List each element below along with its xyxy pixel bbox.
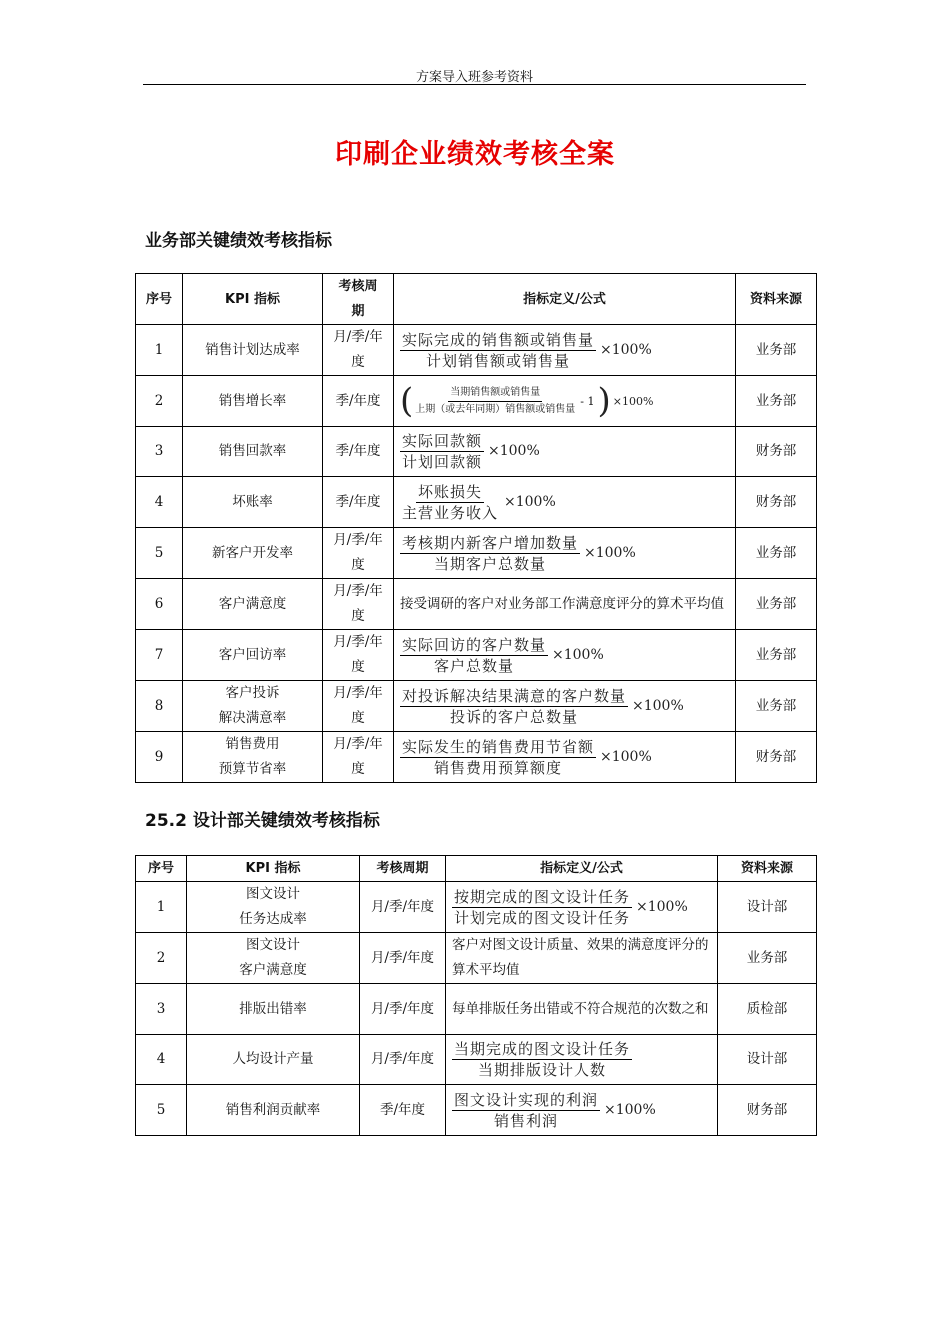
row-period-text: 月/季/年度 xyxy=(333,685,383,726)
denominator: 计划销售额或销售量 xyxy=(426,351,571,370)
denominator: 投诉的客户总数量 xyxy=(450,707,579,726)
formula xyxy=(400,737,729,778)
fraction xyxy=(452,1090,600,1131)
row-definition xyxy=(446,1035,718,1085)
formula xyxy=(400,431,729,472)
row-definition xyxy=(394,630,736,681)
table-row xyxy=(136,984,817,1035)
row-kpi: 销售利润贡献率 xyxy=(187,1085,360,1136)
row-period xyxy=(323,681,394,732)
row-period-text: 月/季/年度 xyxy=(333,583,383,624)
row-kpi: 客户满意度 xyxy=(183,579,323,630)
row-kpi: 人均设计产量 xyxy=(187,1035,360,1085)
row-definition: 每单排版任务出错或不符合规范的次数之和 xyxy=(446,984,718,1035)
table-row xyxy=(136,325,817,376)
formula xyxy=(452,1090,711,1131)
multiplier: ×100% xyxy=(632,697,684,714)
row-source: 业务部 xyxy=(736,528,817,579)
col-header-source: 资料来源 xyxy=(718,856,817,882)
page-header: 方案导入班参考资料 xyxy=(415,70,533,85)
row-kpi-line1: 图文设计 xyxy=(246,937,300,953)
col-header-definition: 指标定义/公式 xyxy=(394,274,736,325)
denominator: 当期客户总数量 xyxy=(434,554,547,573)
row-no: 4 xyxy=(136,477,183,528)
formula xyxy=(400,686,729,727)
fraction xyxy=(452,1039,632,1080)
row-period: 月/季/年度 xyxy=(360,984,446,1035)
fraction xyxy=(400,686,628,727)
numerator: 实际回款额 xyxy=(402,432,483,450)
row-no: 5 xyxy=(136,1085,187,1136)
row-no: 9 xyxy=(136,732,183,783)
col-header-period xyxy=(323,274,394,325)
fraction xyxy=(400,482,500,523)
fraction xyxy=(452,887,632,928)
row-source: 财务部 xyxy=(736,477,817,528)
row-source: 质检部 xyxy=(718,984,817,1035)
denominator: 计划回款额 xyxy=(402,453,483,471)
numerator: 实际发生的销售费用节省额 xyxy=(402,737,595,756)
table-row xyxy=(136,579,817,630)
table-row xyxy=(136,477,817,528)
col-header-no: 序号 xyxy=(136,274,183,325)
section-heading-sales: 业务部关键绩效考核指标 xyxy=(145,231,332,251)
row-definition xyxy=(394,681,736,732)
row-definition: 接受调研的客户对业务部工作满意度评分的算术平均值 xyxy=(394,579,736,630)
table-row xyxy=(136,427,817,477)
multiplier: ×100% xyxy=(600,341,652,358)
col-header-period-text: 考核周期 xyxy=(338,279,378,319)
row-definition xyxy=(394,427,736,477)
row-period-text: 月/季/年度 xyxy=(333,634,383,675)
row-source: 设计部 xyxy=(718,1035,817,1085)
denominator: 计划完成的图文设计任务 xyxy=(454,908,631,927)
table-row xyxy=(136,1085,817,1136)
numerator: 当期完成的图文设计任务 xyxy=(454,1040,631,1058)
row-no: 8 xyxy=(136,681,183,732)
row-period xyxy=(323,528,394,579)
table-row xyxy=(136,528,817,579)
formula xyxy=(452,1039,711,1080)
row-source: 设计部 xyxy=(718,882,817,933)
row-period: 月/季/年度 xyxy=(360,933,446,984)
table-header-row xyxy=(136,856,817,882)
row-kpi-line2: 任务达成率 xyxy=(239,911,307,927)
multiplier: ×100% xyxy=(488,443,540,459)
col-header-definition: 指标定义/公式 xyxy=(446,856,718,882)
row-kpi: 坏账率 xyxy=(183,477,323,528)
table-row xyxy=(136,882,817,933)
row-definition xyxy=(394,732,736,783)
fraction xyxy=(400,330,596,371)
row-period xyxy=(323,579,394,630)
numerator: 图文设计实现的利润 xyxy=(454,1090,599,1109)
numerator: 按期完成的图文设计任务 xyxy=(454,887,631,906)
row-definition xyxy=(394,477,736,528)
row-kpi-line1: 客户投诉 xyxy=(225,685,280,701)
left-paren: ( xyxy=(400,381,414,421)
design-kpi-table xyxy=(135,855,817,1136)
row-period xyxy=(323,630,394,681)
row-no: 3 xyxy=(136,427,183,477)
table-row xyxy=(136,376,817,427)
row-period: 季/年度 xyxy=(323,427,394,477)
formula xyxy=(452,887,711,928)
formula xyxy=(400,482,729,523)
fraction xyxy=(413,385,577,418)
table-row xyxy=(136,1035,817,1085)
multiplier: ×100% xyxy=(612,394,654,408)
row-period xyxy=(323,325,394,376)
table-row xyxy=(136,732,817,783)
row-definition: 客户对图文设计质量、效果的满意度评分的算术平均值 xyxy=(446,933,718,984)
minus-one: - 1 xyxy=(580,394,595,408)
col-header-kpi: KPI 指标 xyxy=(187,856,360,882)
row-no: 5 xyxy=(136,528,183,579)
row-no: 4 xyxy=(136,1035,187,1085)
row-source: 财务部 xyxy=(736,732,817,783)
row-source: 业务部 xyxy=(736,376,817,427)
row-period-text: 月/季/年度 xyxy=(333,329,383,370)
row-period: 月/季/年度 xyxy=(360,1035,446,1085)
numerator: 对投诉解决结果满意的客户数量 xyxy=(402,686,627,705)
row-period: 季/年度 xyxy=(323,477,394,528)
fraction xyxy=(400,737,596,778)
row-kpi: 排版出错率 xyxy=(187,984,360,1035)
row-period: 季/年度 xyxy=(323,376,394,427)
row-definition xyxy=(446,1085,718,1136)
table-header-row xyxy=(136,274,817,325)
multiplier: ×100% xyxy=(504,493,556,510)
formula xyxy=(400,381,729,421)
row-definition xyxy=(394,325,736,376)
table-row xyxy=(136,933,817,984)
row-source: 业务部 xyxy=(736,630,817,681)
fraction xyxy=(400,533,580,574)
multiplier: ×100% xyxy=(552,646,604,663)
row-source: 财务部 xyxy=(736,427,817,477)
row-period-text: 月/季/年度 xyxy=(333,736,383,777)
row-no: 2 xyxy=(136,376,183,427)
row-kpi-line2: 客户满意度 xyxy=(239,962,307,978)
denominator: 销售费用预算额度 xyxy=(434,758,563,777)
denominator: 当期排版设计人数 xyxy=(478,1061,607,1079)
col-header-no: 序号 xyxy=(136,856,187,882)
row-kpi-line2: 解决满意率 xyxy=(218,710,287,726)
row-definition xyxy=(394,376,736,427)
row-kpi xyxy=(183,732,323,783)
denominator: 上期（或去年同期）销售额或销售量 xyxy=(415,403,576,415)
row-period xyxy=(323,732,394,783)
row-kpi xyxy=(187,882,360,933)
numerator: 实际完成的销售额或销售量 xyxy=(402,330,595,349)
denominator: 客户总数量 xyxy=(434,656,515,675)
numerator: 实际回访的客户数量 xyxy=(402,635,547,654)
numerator: 坏账损失 xyxy=(418,482,483,501)
header-rule xyxy=(143,84,806,85)
denominator: 主营业务收入 xyxy=(402,503,499,522)
row-definition xyxy=(394,528,736,579)
row-no: 1 xyxy=(136,882,187,933)
row-kpi: 销售回款率 xyxy=(183,427,323,477)
fraction xyxy=(400,431,484,472)
col-header-period: 考核周期 xyxy=(360,856,446,882)
row-kpi xyxy=(183,681,323,732)
row-source: 财务部 xyxy=(718,1085,817,1136)
document-title: 印刷企业绩效考核全案 xyxy=(335,139,615,170)
formula xyxy=(400,635,729,676)
row-no: 3 xyxy=(136,984,187,1035)
multiplier: ×100% xyxy=(636,898,688,915)
row-source: 业务部 xyxy=(736,325,817,376)
row-kpi-line1: 图文设计 xyxy=(246,886,300,902)
numerator: 当期销售额或销售量 xyxy=(448,385,542,402)
numerator: 考核期内新客户增加数量 xyxy=(402,533,579,552)
row-no: 2 xyxy=(136,933,187,984)
section-heading-design: 25.2 设计部关键绩效考核指标 xyxy=(145,811,380,831)
formula xyxy=(400,330,729,371)
row-source: 业务部 xyxy=(736,579,817,630)
row-no: 6 xyxy=(136,579,183,630)
sales-kpi-table xyxy=(135,273,817,783)
formula xyxy=(400,533,729,574)
row-source: 业务部 xyxy=(718,933,817,984)
multiplier: ×100% xyxy=(600,748,652,765)
row-period: 季/年度 xyxy=(360,1085,446,1136)
row-kpi: 销售增长率 xyxy=(183,376,323,427)
row-kpi: 销售计划达成率 xyxy=(183,325,323,376)
row-kpi xyxy=(187,933,360,984)
table-row xyxy=(136,630,817,681)
col-header-kpi: KPI 指标 xyxy=(183,274,323,325)
fraction xyxy=(400,635,548,676)
multiplier: ×100% xyxy=(604,1101,656,1118)
row-definition xyxy=(446,882,718,933)
col-header-source: 资料来源 xyxy=(736,274,817,325)
denominator: 销售利润 xyxy=(494,1111,559,1130)
row-period: 月/季/年度 xyxy=(360,882,446,933)
row-kpi-line2: 预算节省率 xyxy=(218,761,287,777)
row-source: 业务部 xyxy=(736,681,817,732)
row-kpi: 客户回访率 xyxy=(183,630,323,681)
row-no: 7 xyxy=(136,630,183,681)
row-kpi: 新客户开发率 xyxy=(183,528,323,579)
row-period-text: 月/季/年度 xyxy=(333,532,383,573)
row-kpi-line1: 销售费用 xyxy=(225,736,280,752)
table-row xyxy=(136,681,817,732)
right-paren: ) xyxy=(597,381,611,421)
multiplier: ×100% xyxy=(584,544,636,561)
row-no: 1 xyxy=(136,325,183,376)
